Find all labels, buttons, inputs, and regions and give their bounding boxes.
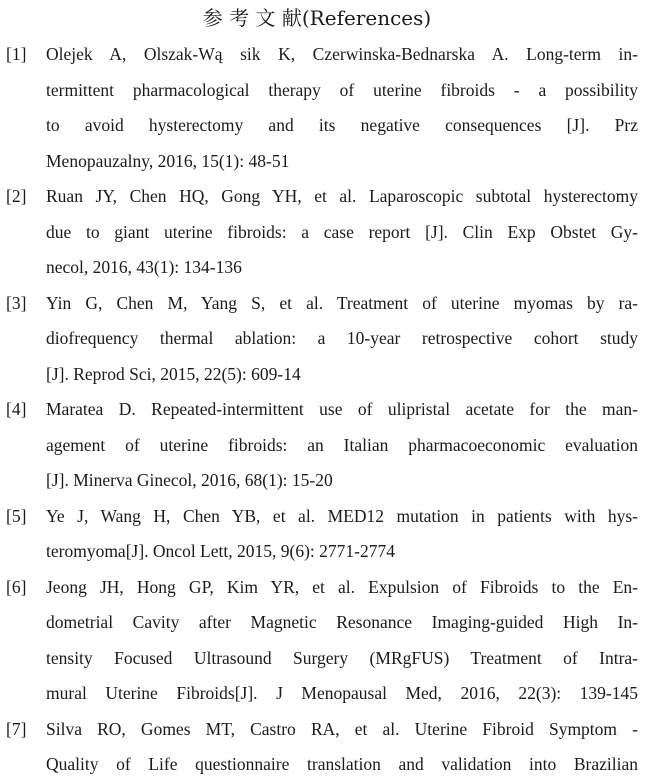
- reference-text: [46, 286, 638, 393]
- reference-label: [1]: [6, 44, 27, 64]
- reference-label: [5]: [6, 505, 27, 526]
- reference-item-7: [0, 712, 654, 783]
- reference-label: [6]: [6, 576, 27, 597]
- reference-text: [46, 37, 638, 179]
- reference-label: [3]: [6, 292, 27, 313]
- reference-line: Ye J, Wang H, Chen YB, et al. MED12 mutation in patients with hys-: [46, 505, 638, 526]
- reference-text: [46, 392, 638, 499]
- reference-text: [46, 499, 638, 570]
- reference-line: Quality of Life questionnaire translation and validation into Brazilian: [46, 754, 638, 774]
- reference-line: Menopauzalny, 2016, 15(1): 48-51: [46, 150, 290, 171]
- reference-item-2: [0, 179, 654, 286]
- reference-item-4: [0, 392, 654, 499]
- reference-item-5: [0, 499, 654, 570]
- reference-line: [J]. Minerva Ginecol, 2016, 68(1): 15-20: [46, 470, 333, 490]
- reference-text: [46, 179, 638, 286]
- reference-line: due to giant uterine fibroids: a case report [J]. Clin Exp Obstet Gy-: [46, 221, 638, 242]
- reference-item-1: [0, 37, 654, 179]
- reference-line: to avoid hysterectomy and its negative consequences [J]. Prz: [46, 115, 638, 135]
- reference-line: Yin G, Chen M, Yang S, et al. Treatment of uterine myomas by ra-: [46, 292, 638, 313]
- reference-line: tensity Focused Ultrasound Surgery (MRgFUS) Treatment of Intra-: [46, 647, 638, 668]
- reference-line: dometrial Cavity after Magnetic Resonance Imaging-guided High In-: [46, 612, 638, 632]
- reference-text: [46, 712, 638, 783]
- references-title: 参 考 文 献(References): [202, 6, 432, 30]
- reference-line: agement of uterine fibroids: an Italian pharmacoeconomic evaluation: [46, 434, 638, 455]
- reference-label: [4]: [6, 399, 27, 419]
- reference-line: Ruan JY, Chen HQ, Gong YH, et al. Laparoscopic subtotal hysterectomy: [46, 186, 638, 206]
- reference-line: diofrequency thermal ablation: a 10-year retrospective cohort study: [46, 328, 638, 348]
- reference-item-6: [0, 570, 654, 712]
- reference-line: termittent pharmacological therapy of uterine fibroids - a possibility: [46, 79, 638, 100]
- reference-line: Silva RO, Gomes MT, Castro RA, et al. Uterine Fibroid Symptom -: [46, 718, 638, 739]
- reference-line: Jeong JH, Hong GP, Kim YR, et al. Expulsion of Fibroids to the En-: [46, 576, 638, 597]
- reference-item-3: [0, 286, 654, 393]
- reference-label: [7]: [6, 718, 27, 739]
- reference-line: teromyoma[J]. Oncol Lett, 2015, 9(6): 2771-2774: [46, 541, 395, 561]
- reference-line: mural Uterine Fibroids[J]. J Menopausal Med, 2016, 22(3): 139-145: [46, 683, 638, 703]
- reference-text: [46, 570, 638, 712]
- reference-line: Olejek A, Olszak-Wą sik K, Czerwinska-Bednarska A. Long-term in-: [46, 44, 638, 64]
- reference-line: necol, 2016, 43(1): 134-136: [46, 257, 242, 277]
- reference-list: [0, 37, 654, 783]
- reference-line: [J]. Reprod Sci, 2015, 22(5): 609-14: [46, 363, 301, 384]
- reference-line: Maratea D. Repeated-intermittent use of ulipristal acetate for the man-: [46, 399, 638, 419]
- reference-label: [2]: [6, 186, 27, 206]
